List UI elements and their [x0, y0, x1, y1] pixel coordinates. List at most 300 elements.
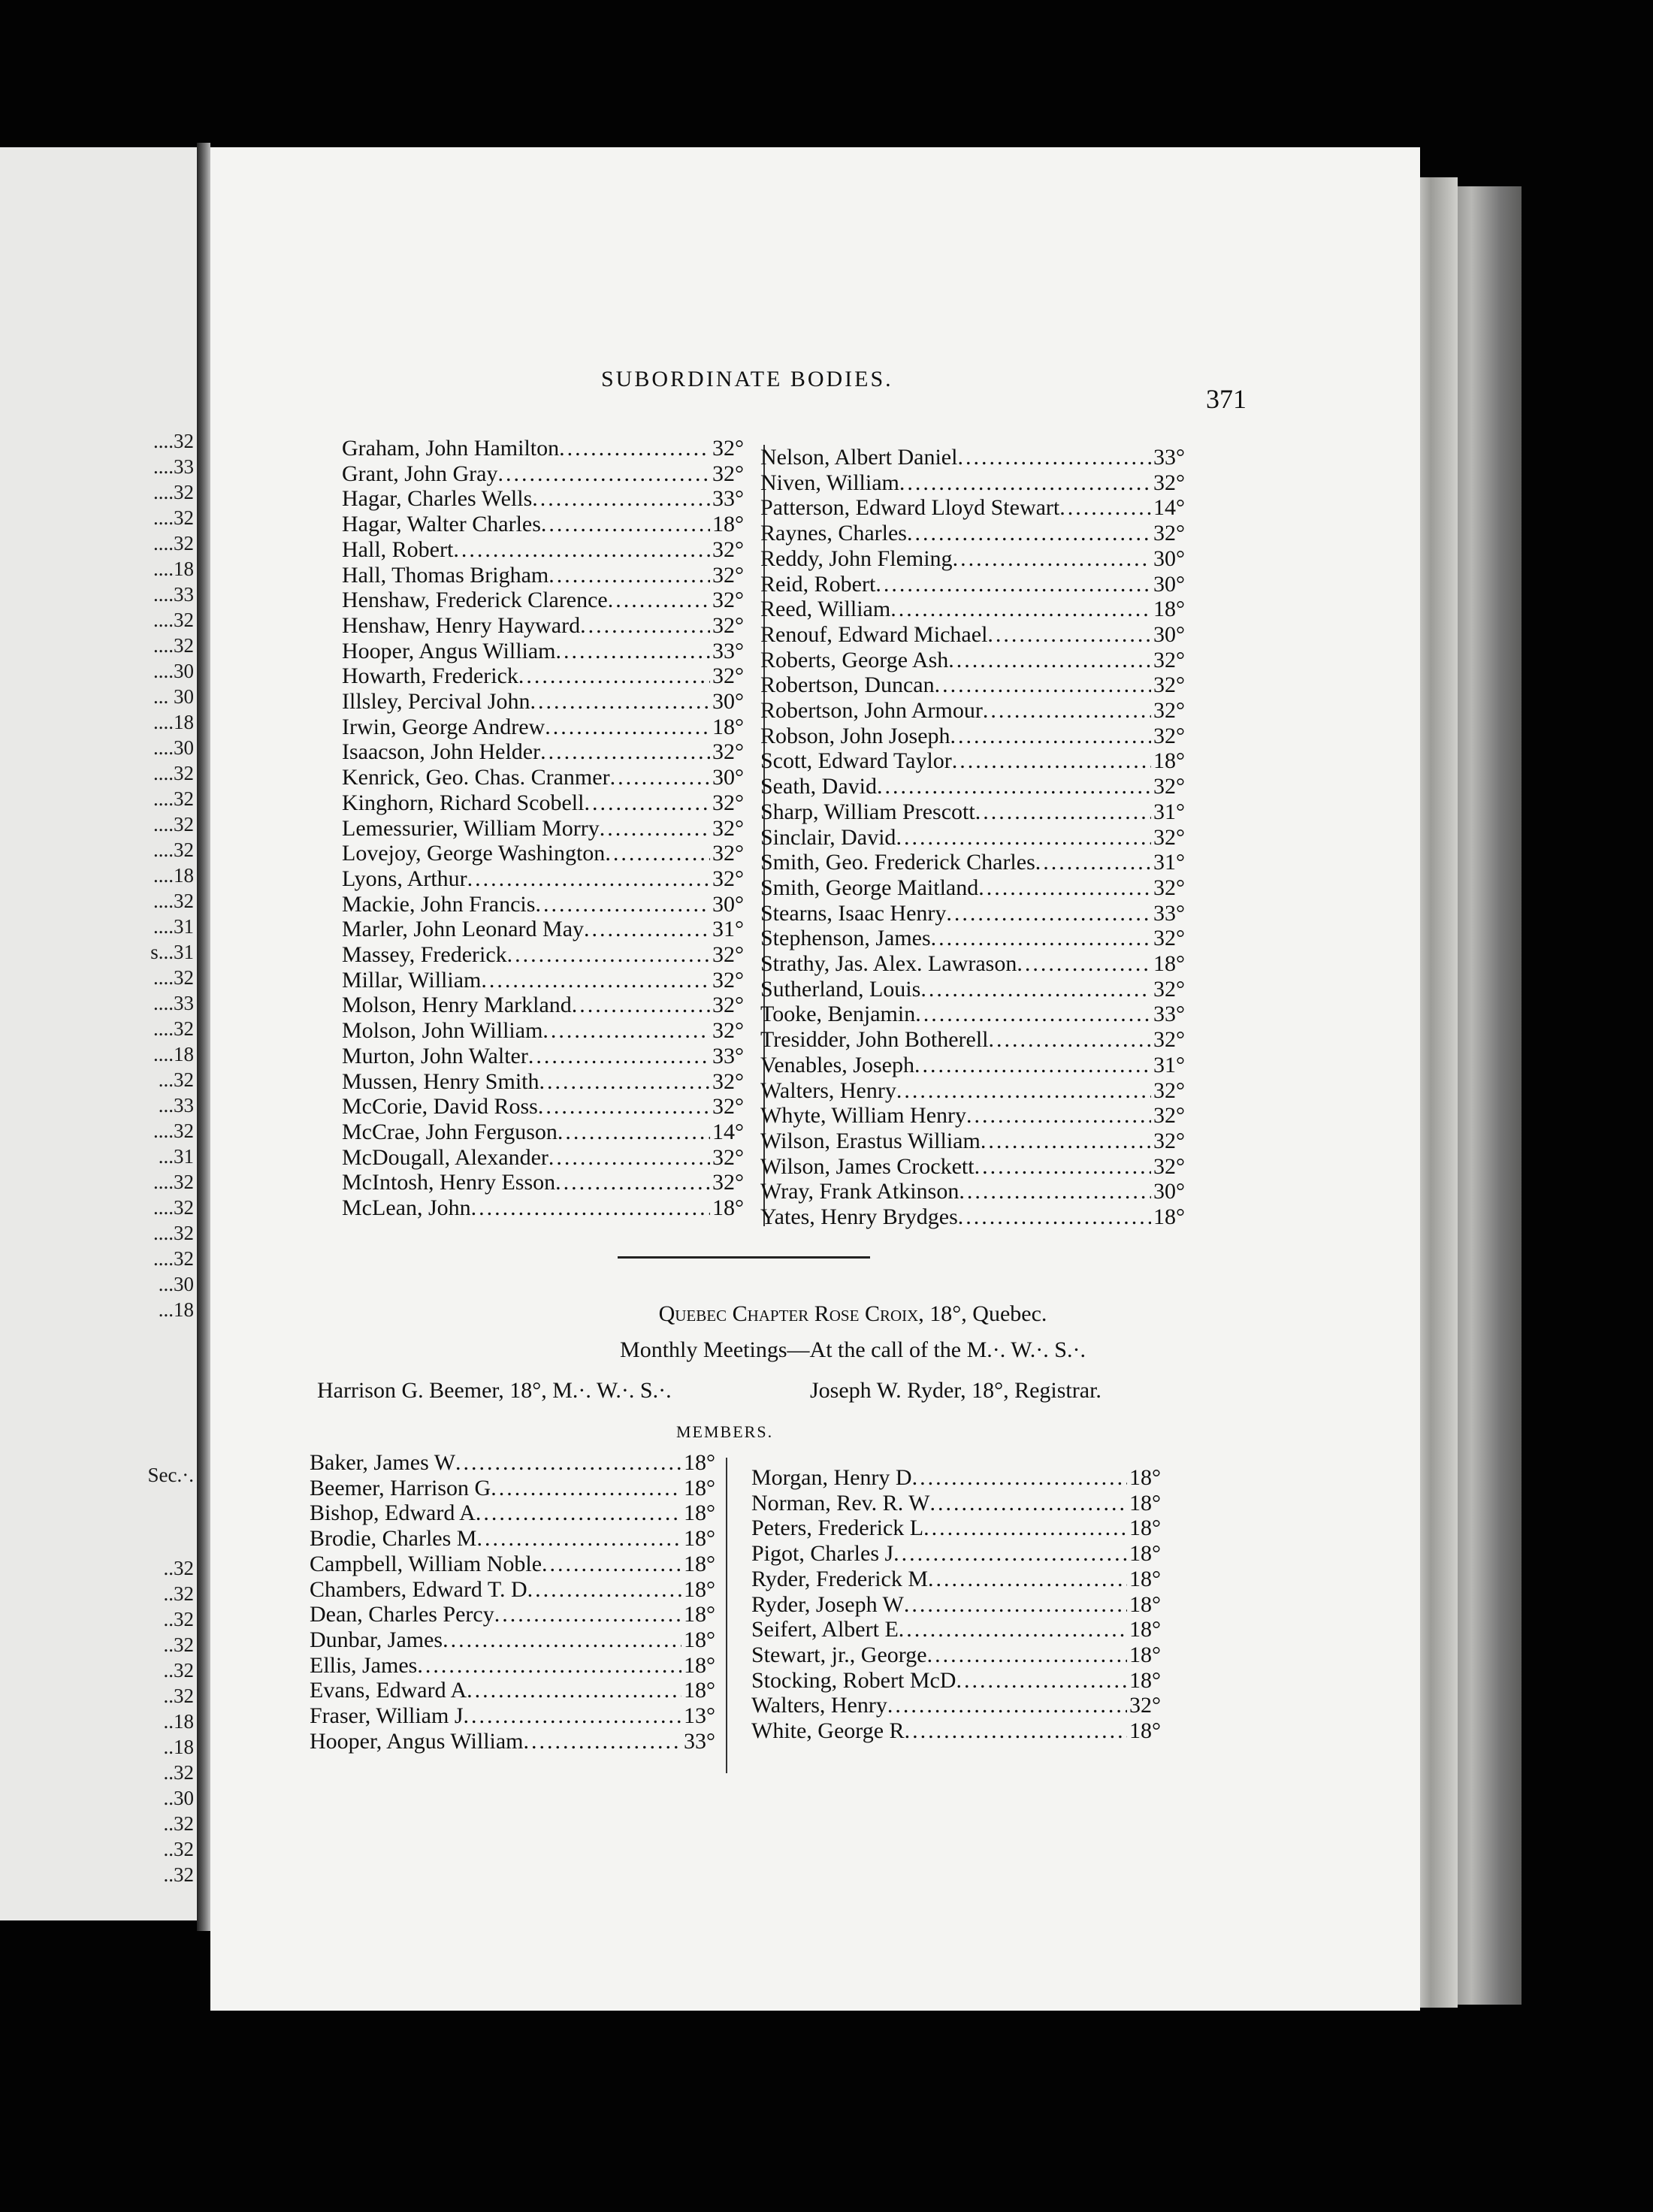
member-name: Kenrick, Geo. Chas. Cranmer	[342, 765, 610, 790]
member-name: Reddy, John Fleming	[760, 545, 953, 571]
member-name: Sharp, William Prescott	[760, 799, 975, 824]
member-degree: 14°	[1153, 495, 1185, 521]
member-name: Wilson, Erastus William	[760, 1128, 981, 1153]
member-name: Renouf, Edward Michael	[760, 621, 988, 647]
leader-dots	[987, 622, 1151, 648]
leader-dots	[538, 1094, 710, 1120]
member-name: Reed, William	[760, 597, 891, 622]
member-name: Beemer, Harrison G	[310, 1475, 491, 1500]
leader-dots	[518, 663, 710, 689]
roster-row	[342, 689, 744, 715]
member-degree: 31°	[712, 917, 744, 942]
member-degree: 32°	[1153, 1077, 1185, 1103]
left-page-fragment: ..30	[163, 1787, 194, 1809]
member-name: McIntosh, Henry Esson	[342, 1170, 556, 1195]
member-name: Murton, John Walter	[342, 1043, 528, 1068]
member-degree: 32°	[712, 866, 744, 891]
member-degree: 32°	[712, 1018, 744, 1044]
roster-row	[760, 546, 1185, 572]
roster-row	[342, 1018, 744, 1044]
member-name: Evans, Edward A	[310, 1678, 467, 1703]
member-name: Illsley, Percival John	[342, 689, 530, 715]
left-page-fragment: ..32	[163, 1812, 194, 1835]
member-name: McCorie, David Ross	[342, 1094, 538, 1120]
member-name: McCrae, John Ferguson	[342, 1119, 558, 1144]
roster-row	[760, 1027, 1185, 1053]
members-heading: MEMBERS.	[676, 1422, 774, 1441]
leader-dots	[530, 689, 710, 715]
member-degree: 32°	[1153, 976, 1185, 1002]
member-degree: 32°	[712, 436, 744, 461]
leader-dots	[890, 597, 1151, 622]
roster-row	[342, 461, 744, 487]
member-degree: 32°	[1153, 672, 1185, 698]
member-degree: 18°	[684, 1475, 715, 1500]
left-page-fragment: ....32	[153, 1222, 194, 1244]
member-name: Bishop, Edward A	[310, 1500, 476, 1526]
leader-dots	[476, 1500, 681, 1526]
roster-row	[760, 951, 1185, 977]
roster-row	[342, 917, 744, 942]
leader-dots	[535, 892, 710, 917]
leader-dots	[455, 1450, 681, 1476]
member-degree: 18°	[1129, 1667, 1161, 1693]
left-page-fragment: ....32	[153, 813, 194, 836]
leader-dots	[989, 1027, 1151, 1053]
member-name: Hagar, Walter Charles	[342, 512, 541, 537]
member-name: Morgan, Henry D	[751, 1465, 912, 1490]
left-page-fragment: s...31	[150, 941, 194, 963]
member-degree: 32°	[712, 739, 744, 765]
member-degree: 32°	[1153, 1027, 1185, 1053]
roster-row	[751, 1465, 1161, 1491]
member-name: Whyte, William Henry	[760, 1103, 966, 1129]
member-degree: 32°	[1153, 1103, 1185, 1129]
roster-row	[760, 1053, 1185, 1078]
member-name: Hall, Thomas Brigham	[342, 562, 549, 588]
member-degree: 32°	[712, 1144, 744, 1170]
leader-dots	[497, 461, 710, 487]
member-name: Robertson, Duncan	[760, 672, 935, 698]
roster-row	[310, 1577, 715, 1603]
leader-dots	[532, 486, 710, 512]
member-name: Ryder, Joseph W	[751, 1591, 904, 1617]
member-name: Yates, Henry Brydges	[760, 1204, 958, 1230]
member-name: Lovejoy, George Washington	[342, 841, 606, 866]
member-degree: 30°	[1153, 621, 1185, 647]
roster-row	[751, 1668, 1161, 1694]
leader-dots	[983, 698, 1151, 724]
left-page-fragment: ....32	[153, 1196, 194, 1219]
leader-dots	[542, 1552, 681, 1577]
left-page-fragment: ....32	[153, 532, 194, 555]
leader-dots	[580, 613, 710, 639]
member-degree: 18°	[684, 1602, 715, 1627]
member-degree: 18°	[712, 1195, 744, 1221]
member-degree: 32°	[1153, 875, 1185, 900]
member-degree: 18°	[1129, 1642, 1161, 1667]
member-name: Walters, Henry	[760, 1077, 896, 1103]
member-degree: 18°	[684, 1551, 715, 1576]
roster-row	[760, 1204, 1185, 1230]
leader-dots	[540, 739, 710, 765]
member-degree: 33°	[712, 1043, 744, 1068]
leader-dots	[605, 841, 710, 866]
member-name: Norman, Rev. R. W	[751, 1490, 930, 1515]
roster-row	[310, 1526, 715, 1552]
left-page-fragment: ...32	[158, 1068, 194, 1091]
roster-row	[342, 1120, 744, 1145]
member-name: Nelson, Albert Daniel	[760, 445, 958, 470]
roster-row	[310, 1602, 715, 1627]
roster-row	[760, 698, 1185, 724]
leader-dots	[975, 1154, 1151, 1180]
member-name: Graham, John Hamilton	[342, 436, 560, 461]
page-number: 371	[1206, 384, 1247, 414]
member-name: Hagar, Charles Wells	[342, 486, 533, 512]
member-name: Tresidder, John Botherell	[760, 1027, 989, 1053]
leader-dots	[467, 866, 710, 892]
leader-dots	[966, 1103, 1151, 1129]
roster-row	[342, 841, 744, 866]
leader-dots	[899, 1617, 1127, 1642]
left-page-fragment: ..32	[163, 1838, 194, 1860]
leader-dots	[928, 1567, 1127, 1592]
member-degree: 18°	[1129, 1718, 1161, 1744]
roster-row	[342, 790, 744, 816]
leader-dots	[912, 1465, 1127, 1491]
left-page-fragment: ..18	[163, 1736, 194, 1758]
member-degree: 18°	[712, 714, 744, 739]
left-page-fragment: ..32	[163, 1685, 194, 1707]
roster-row	[342, 512, 744, 537]
left-page-fragment: ....18	[153, 558, 194, 580]
roster-row	[342, 1170, 744, 1195]
member-degree: 32°	[1153, 470, 1185, 495]
left-page-fragment: ....32	[153, 481, 194, 503]
leader-dots	[541, 512, 710, 537]
member-degree: 32°	[712, 993, 744, 1018]
roster-row	[760, 445, 1185, 470]
leader-dots	[545, 715, 710, 740]
member-name: Sinclair, David	[760, 824, 896, 850]
member-name: White, George R	[751, 1718, 905, 1744]
member-name: Massey, Frederick	[342, 942, 507, 968]
roster-row	[760, 622, 1185, 648]
roster-row	[760, 926, 1185, 951]
leader-dots	[481, 968, 710, 993]
left-page-fragment: ....32	[153, 787, 194, 810]
roster-row	[760, 850, 1185, 875]
member-degree: 31°	[1153, 799, 1185, 824]
left-page-fragment: ..32	[163, 1633, 194, 1656]
leader-dots	[527, 1577, 681, 1603]
leader-dots	[476, 1526, 681, 1552]
leader-dots	[584, 790, 710, 816]
roster-row	[760, 901, 1185, 926]
leader-dots	[555, 1170, 710, 1195]
member-name: Baker, James W	[310, 1450, 456, 1475]
member-degree: 32°	[712, 841, 744, 866]
roster-row	[342, 993, 744, 1018]
roster-row	[760, 1103, 1185, 1129]
member-degree: 32°	[712, 790, 744, 815]
member-name: Robson, John Joseph	[760, 723, 950, 748]
member-degree: 32°	[712, 663, 744, 689]
roster-row	[342, 663, 744, 689]
member-name: Patterson, Edward Lloyd Stewart	[760, 495, 1060, 521]
member-degree: 18°	[1129, 1465, 1161, 1490]
section1-right-column	[760, 445, 1185, 1230]
leader-dots	[920, 977, 1151, 1002]
leader-dots	[931, 926, 1151, 951]
member-degree: 18°	[684, 1652, 715, 1678]
roster-row	[342, 537, 744, 563]
leader-dots	[887, 1693, 1127, 1718]
left-page-fragment: ...33	[158, 1094, 194, 1117]
member-name: Stewart, jr., George	[751, 1642, 927, 1667]
leader-dots	[417, 1653, 681, 1679]
leader-dots	[948, 648, 1151, 673]
roster-row	[342, 968, 744, 993]
leader-dots	[467, 1678, 681, 1703]
member-name: Campbell, William Noble	[310, 1551, 542, 1576]
member-degree: 33°	[712, 638, 744, 663]
roster-row	[760, 1179, 1185, 1204]
member-name: Seath, David	[760, 774, 877, 799]
page-edge-stack	[1450, 186, 1522, 2005]
chapter-title-name: Quebec Chapter Rose Croix	[658, 1301, 919, 1326]
member-degree: 32°	[1153, 647, 1185, 672]
leader-dots	[548, 563, 710, 588]
member-name: Marler, John Leonard May	[342, 917, 585, 942]
member-name: Walters, Henry	[751, 1693, 887, 1718]
member-degree: 32°	[712, 942, 744, 968]
roster-row	[760, 1002, 1185, 1027]
leader-dots	[453, 537, 710, 563]
member-name: Venables, Joseph	[760, 1052, 914, 1077]
left-page-fragment: ....32	[153, 762, 194, 784]
member-name: Millar, William	[342, 967, 482, 993]
leader-dots	[877, 774, 1151, 799]
left-page-fragment: ....18	[153, 1043, 194, 1065]
member-degree: 18°	[1129, 1591, 1161, 1617]
member-degree: 18°	[1153, 1204, 1185, 1230]
roster-row	[760, 648, 1185, 673]
roster-row	[760, 495, 1185, 521]
member-degree: 33°	[1153, 445, 1185, 470]
left-page-fragment: ..18	[163, 1710, 194, 1733]
roster-row	[342, 486, 744, 512]
member-degree: 32°	[712, 536, 744, 562]
roster-row	[342, 1145, 744, 1171]
roster-row	[751, 1617, 1161, 1642]
leader-dots	[956, 1668, 1127, 1694]
member-name: Lemessurier, William Morry	[342, 815, 600, 841]
member-degree: 18°	[1153, 951, 1185, 977]
member-degree: 30°	[1153, 1179, 1185, 1204]
member-name: Grant, John Gray	[342, 461, 498, 486]
member-name: Raynes, Charles	[760, 521, 907, 546]
roster-row	[342, 866, 744, 892]
leader-dots	[929, 1491, 1127, 1516]
member-degree: 18°	[684, 1450, 715, 1475]
roster-row	[310, 1729, 715, 1754]
leader-dots	[896, 825, 1151, 851]
member-name: Mussen, Henry Smith	[342, 1068, 539, 1094]
member-name: Smith, Geo. Frederick Charles	[760, 850, 1035, 875]
roster-row	[342, 436, 744, 461]
leader-dots	[905, 1718, 1127, 1744]
member-name: Lyons, Arthur	[342, 866, 467, 891]
member-degree: 33°	[1153, 900, 1185, 926]
leader-dots	[443, 1627, 681, 1653]
left-page-fragment: ....30	[153, 736, 194, 759]
roster-row	[751, 1693, 1161, 1718]
member-degree: 18°	[684, 1627, 715, 1652]
left-page-fragment: ....33	[153, 992, 194, 1014]
member-degree: 18°	[1129, 1541, 1161, 1567]
member-degree: 32°	[712, 815, 744, 841]
member-name: Seifert, Albert E	[751, 1617, 899, 1642]
leader-dots	[927, 1642, 1127, 1668]
leader-dots	[494, 1602, 681, 1627]
leader-dots	[953, 546, 1151, 572]
member-name: Ryder, Frederick M	[751, 1566, 929, 1591]
leader-dots	[957, 445, 1151, 470]
roster-row	[342, 1044, 744, 1069]
roster-row	[751, 1642, 1161, 1668]
member-degree: 30°	[1153, 545, 1185, 571]
left-page-fragment: ....32	[153, 1120, 194, 1142]
chapter-title	[421, 1301, 1285, 1327]
leader-dots	[491, 1476, 681, 1501]
roster-row	[760, 875, 1185, 901]
member-name: Mackie, John Francis	[342, 891, 536, 917]
member-name: Brodie, Charles M	[310, 1526, 477, 1552]
member-name: Stearns, Isaac Henry	[760, 900, 947, 926]
roster-row	[342, 892, 744, 917]
roster-row	[760, 572, 1185, 597]
roster-row	[310, 1627, 715, 1653]
member-degree: 32°	[1153, 926, 1185, 951]
member-name: Ellis, James	[310, 1652, 418, 1678]
leader-dots	[959, 1179, 1151, 1204]
member-degree: 18°	[1129, 1490, 1161, 1515]
section-divider	[618, 1256, 870, 1259]
roster-row	[760, 977, 1185, 1002]
left-page-fragment: ....32	[153, 966, 194, 989]
member-degree: 32°	[1153, 698, 1185, 724]
roster-row	[751, 1567, 1161, 1592]
left-page-fragment: ....33	[153, 583, 194, 606]
roster-row	[751, 1541, 1161, 1567]
member-name: Stocking, Robert McD	[751, 1667, 956, 1693]
member-degree: 32°	[1153, 824, 1185, 850]
roster-row	[310, 1500, 715, 1526]
member-name: Scott, Edward Taylor	[760, 748, 952, 774]
left-page-fragment: ...30	[158, 1273, 194, 1295]
member-degree: 33°	[684, 1728, 715, 1754]
roster-row	[310, 1653, 715, 1679]
member-name: Henshaw, Henry Hayward	[342, 612, 581, 638]
member-name: Chambers, Edward T. D	[310, 1576, 527, 1602]
member-name: Roberts, George Ash	[760, 647, 949, 672]
leader-dots	[559, 436, 710, 461]
member-name: Howarth, Frederick	[342, 663, 518, 689]
leader-dots	[950, 724, 1151, 749]
leader-dots	[923, 1515, 1127, 1541]
left-page-fragment: Sec.·.	[147, 1464, 194, 1486]
member-name: Reid, Robert	[760, 571, 876, 597]
member-name: Hall, Robert	[342, 536, 454, 562]
left-page-fragment: ...31	[158, 1145, 194, 1168]
roster-row	[760, 597, 1185, 622]
member-name: Molson, John William	[342, 1018, 543, 1044]
leader-dots	[556, 639, 710, 664]
roster-row	[342, 613, 744, 639]
member-name: Wray, Frank Atkinson	[760, 1179, 959, 1204]
member-degree: 32°	[1153, 723, 1185, 748]
book-spine	[197, 143, 210, 1931]
roster-row	[760, 799, 1185, 825]
leader-dots	[524, 1729, 681, 1754]
leader-dots	[539, 1069, 711, 1095]
member-name: McDougall, Alexander	[342, 1144, 548, 1170]
member-degree: 31°	[1153, 850, 1185, 875]
member-degree: 30°	[712, 891, 744, 917]
leader-dots	[904, 1592, 1127, 1618]
member-name: Pigot, Charles J	[751, 1541, 894, 1567]
leader-dots	[528, 1044, 710, 1069]
roster-row	[342, 588, 744, 613]
left-page-fragment: ..32	[163, 1582, 194, 1605]
member-name: Dunbar, James	[310, 1627, 443, 1652]
member-degree: 18°	[712, 512, 744, 537]
member-name: Smith, George Maitland	[760, 875, 979, 900]
left-page-fragment: ....32	[153, 634, 194, 657]
member-name: Dean, Charles Percy	[310, 1602, 494, 1627]
member-name: Wilson, James Crockett	[760, 1153, 975, 1179]
member-degree: 32°	[712, 588, 744, 613]
member-degree: 32°	[712, 1068, 744, 1094]
leader-dots	[946, 901, 1151, 926]
roster-row	[760, 1078, 1185, 1104]
leader-dots	[610, 765, 710, 790]
roster-row	[751, 1592, 1161, 1618]
roster-row	[760, 724, 1185, 749]
leader-dots	[608, 588, 710, 613]
roster-row	[760, 672, 1185, 698]
member-name: Kinghorn, Richard Scobell	[342, 790, 585, 815]
leader-dots	[975, 799, 1151, 825]
member-name: McLean, John	[342, 1195, 471, 1221]
members-left-column	[310, 1450, 715, 1754]
member-degree: 33°	[1153, 1002, 1185, 1027]
leader-dots	[558, 1120, 710, 1145]
roster-row	[342, 1094, 744, 1120]
member-degree: 14°	[712, 1119, 744, 1144]
left-page-fragment: ..32	[163, 1863, 194, 1886]
running-header: SUBORDINATE BODIES.	[601, 367, 893, 391]
left-page-fragment: ..32	[163, 1659, 194, 1682]
member-name: Fraser, William J	[310, 1703, 464, 1729]
left-page-fragment: ..32	[163, 1608, 194, 1630]
roster-row	[760, 521, 1185, 546]
left-page-fragment: ....32	[153, 839, 194, 861]
left-page-fragment: ..32	[163, 1557, 194, 1579]
member-degree: 30°	[1153, 571, 1185, 597]
